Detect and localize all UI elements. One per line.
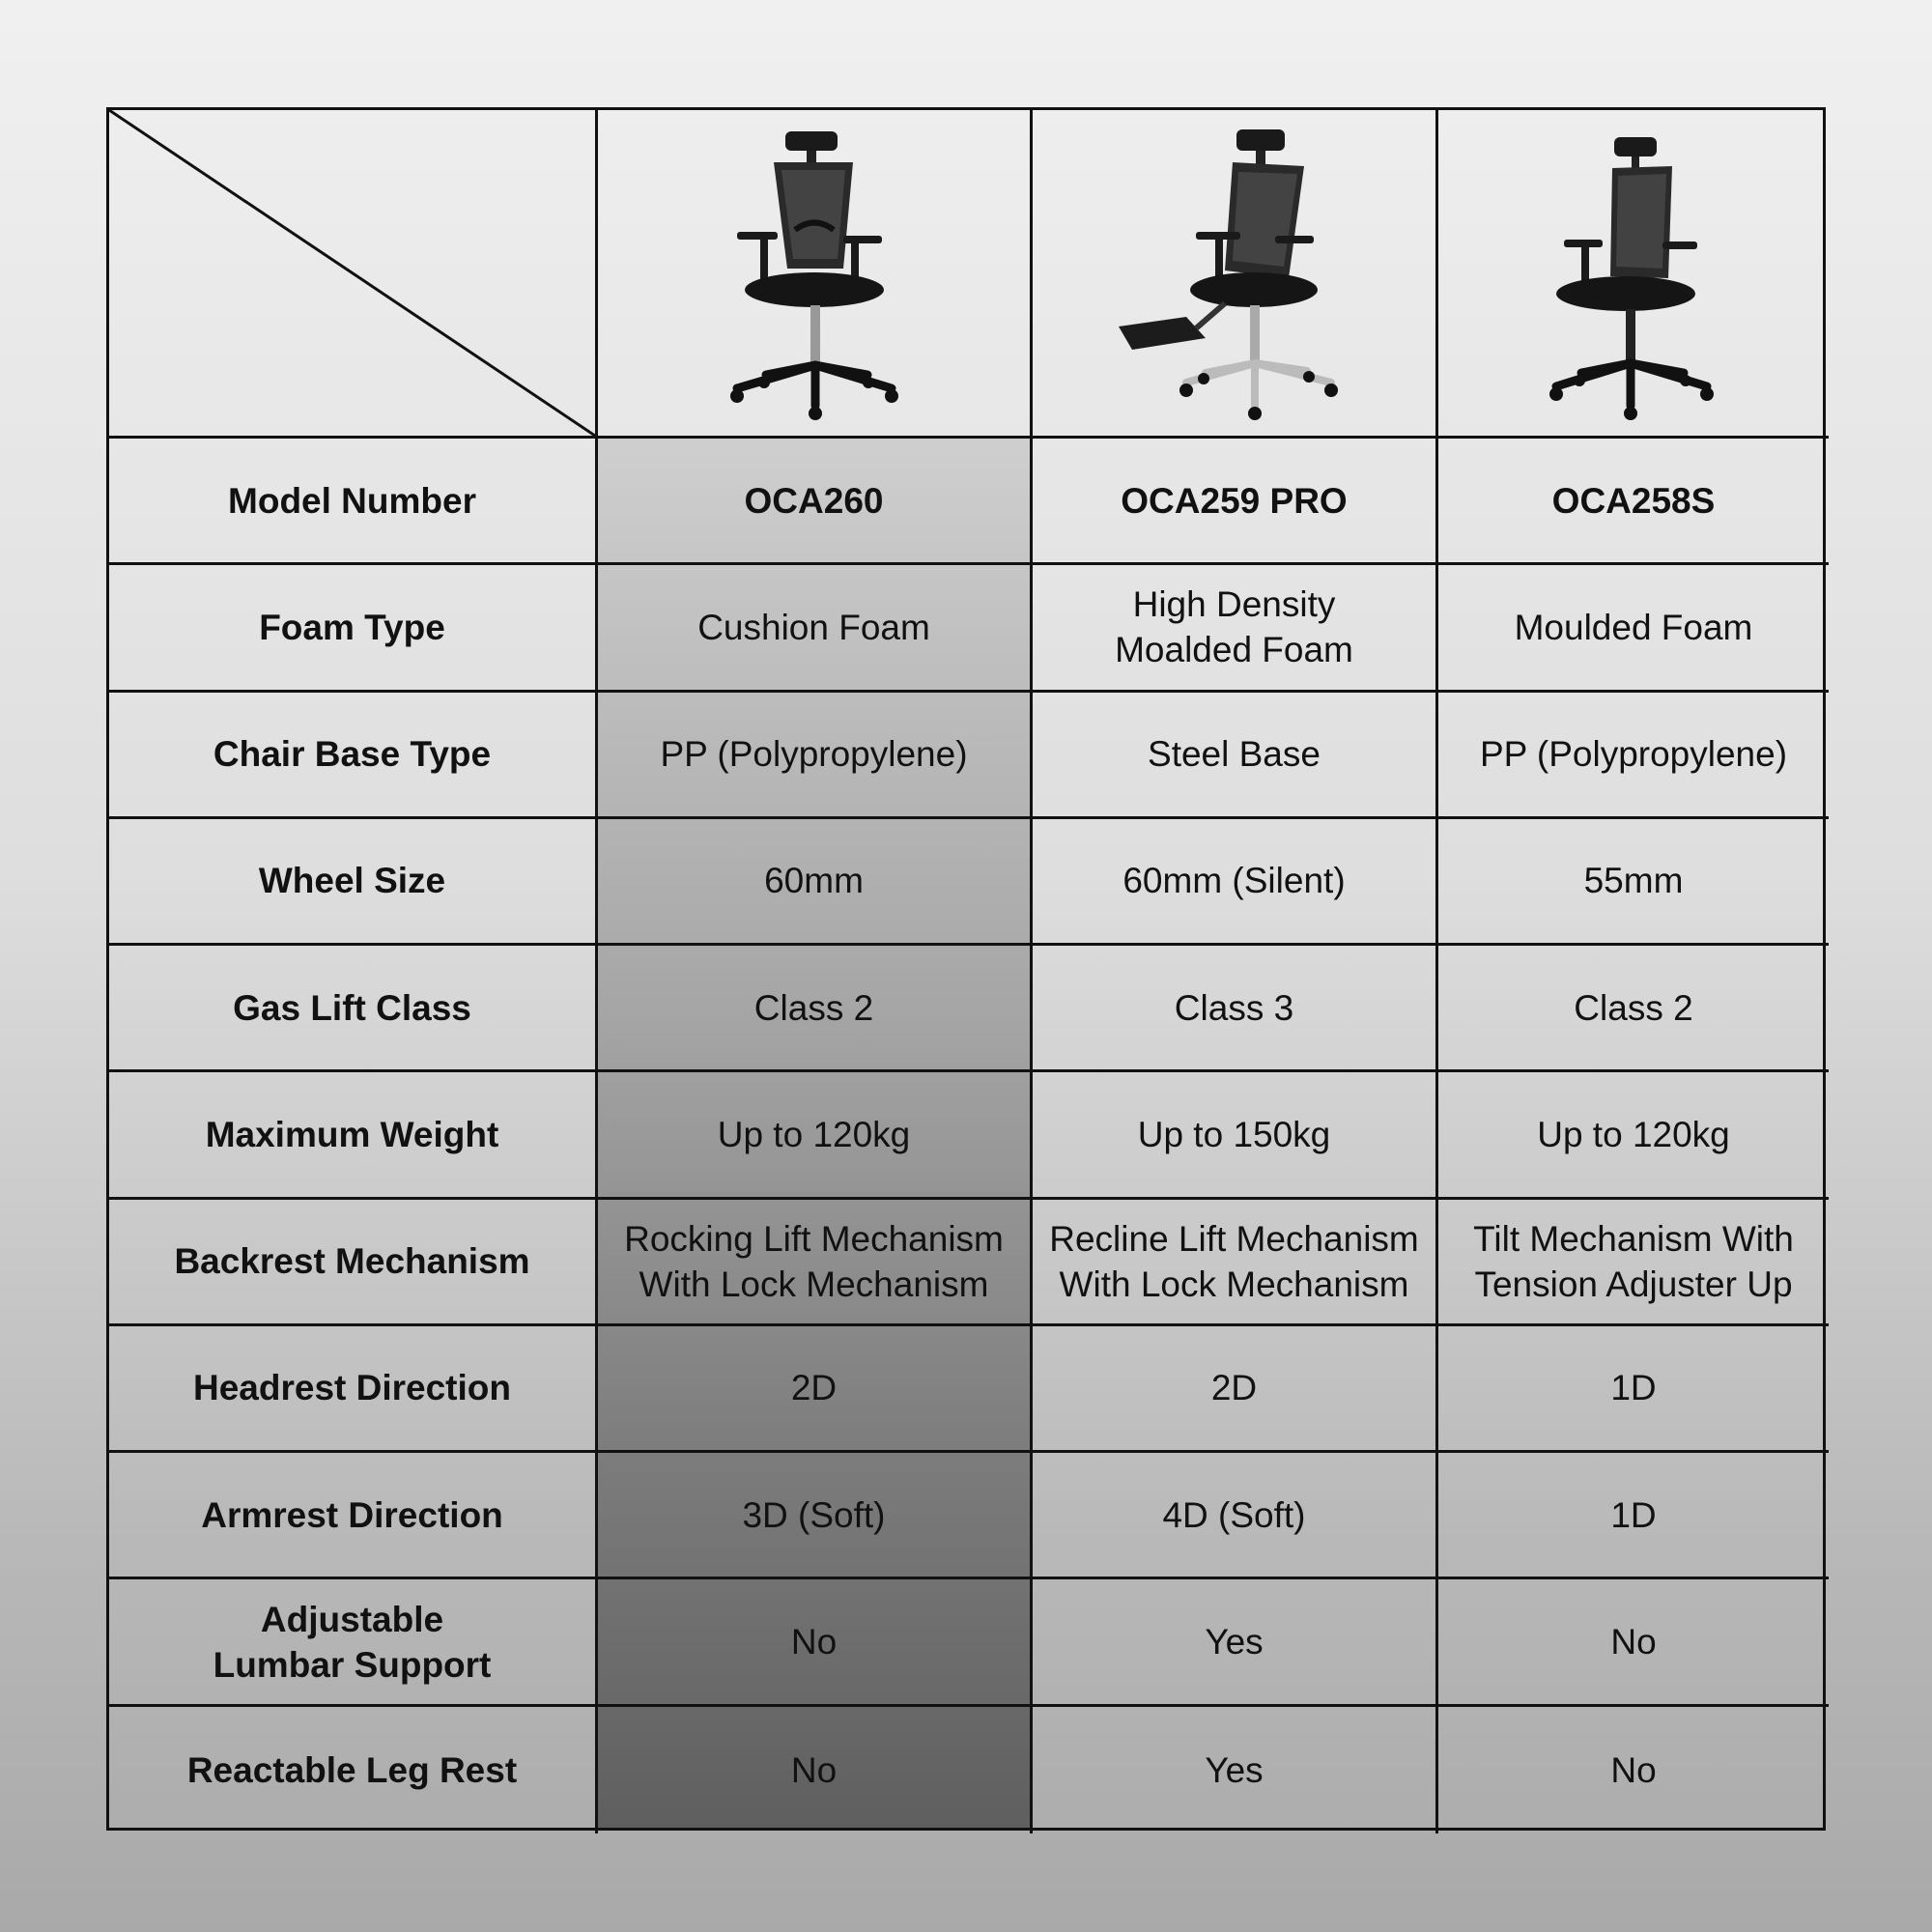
- value-cell-maximum-weight-oca260: [598, 1072, 1033, 1199]
- value-text: 60mm (Silent): [1122, 861, 1346, 901]
- value-cell-foam-type-oca260: [598, 565, 1033, 692]
- model-number-text: OCA259 PRO: [1121, 480, 1348, 521]
- value-cell-backrest-mechanism-oca260: [598, 1200, 1033, 1326]
- value-text: PP (Polypropylene): [660, 734, 968, 775]
- value-text: Steel Base: [1148, 734, 1321, 775]
- value-text: Rocking Lift Mechanism With Lock Mechanism: [624, 1218, 1004, 1304]
- value-cell-backrest-mechanism-oca259-pro: [1033, 1200, 1438, 1326]
- value-text: Class 2: [753, 987, 874, 1028]
- value-cell-model-number-oca259-pro: [1033, 439, 1438, 565]
- row-label-text: Reactable Leg Rest: [186, 1749, 518, 1790]
- value-cell-headrest-direction-oca260: [598, 1326, 1033, 1453]
- value-text: No: [1610, 1749, 1657, 1790]
- row-label-maximum-weight: [109, 1072, 598, 1199]
- row-label-gas-lift-class: [109, 946, 598, 1072]
- value-text: Up to 150kg: [1137, 1114, 1331, 1154]
- value-text: Cushion Foam: [697, 607, 930, 647]
- value-text: PP (Polypropylene): [1479, 734, 1788, 775]
- row-label-wheel-size: [109, 819, 598, 946]
- value-cell-maximum-weight-oca258s: [1438, 1072, 1829, 1199]
- value-cell-wheel-size-oca258s: [1438, 819, 1829, 946]
- diagonal-divider: [109, 110, 595, 436]
- value-text: Moulded Foam: [1514, 607, 1753, 647]
- value-text: 60mm: [764, 861, 864, 901]
- office-chair-icon: [698, 124, 930, 423]
- row-label-chair-base-type: [109, 693, 598, 819]
- value-text: 1D: [1610, 1494, 1657, 1535]
- row-label-text: Wheel Size: [258, 861, 446, 901]
- row-label-adjustable-lumbar-support: [109, 1579, 598, 1706]
- row-label-text: Gas Lift Class: [233, 987, 471, 1028]
- row-label-reactable-leg-rest: [109, 1707, 598, 1833]
- row-label-text: Maximum Weight: [205, 1114, 499, 1154]
- value-text: Recline Lift Mechanism With Lock Mechanism: [1049, 1218, 1419, 1304]
- value-text: Class 2: [1574, 987, 1693, 1028]
- chair-image-oca258s: [1438, 110, 1829, 439]
- value-text: 1D: [1610, 1368, 1657, 1408]
- row-label-text: Headrest Direction: [193, 1368, 511, 1408]
- value-cell-armrest-direction-oca259-pro: [1033, 1453, 1438, 1579]
- value-text: 55mm: [1583, 861, 1684, 901]
- row-label-text: Armrest Direction: [201, 1494, 503, 1535]
- value-cell-reactable-leg-rest-oca259-pro: [1033, 1707, 1438, 1833]
- row-label-backrest-mechanism: [109, 1200, 598, 1326]
- value-text: 4D (Soft): [1162, 1494, 1306, 1535]
- office-chair-icon: [1109, 124, 1360, 423]
- row-label-text: Foam Type: [259, 607, 445, 647]
- value-text: 2D: [790, 1368, 838, 1408]
- value-cell-adjustable-lumbar-support-oca260: [598, 1579, 1033, 1706]
- value-cell-foam-type-oca259-pro: [1033, 565, 1438, 692]
- value-text: Up to 120kg: [717, 1114, 911, 1154]
- value-cell-adjustable-lumbar-support-oca259-pro: [1033, 1579, 1438, 1706]
- row-label-foam-type: [109, 565, 598, 692]
- row-label-model-number: [109, 439, 598, 565]
- corner-cell: [109, 110, 598, 439]
- model-number-text: OCA258S: [1551, 480, 1716, 521]
- value-cell-chair-base-type-oca260: [598, 693, 1033, 819]
- value-cell-gas-lift-class-oca260: [598, 946, 1033, 1072]
- value-cell-chair-base-type-oca259-pro: [1033, 693, 1438, 819]
- value-cell-reactable-leg-rest-oca258s: [1438, 1707, 1829, 1833]
- value-text: Yes: [1205, 1622, 1264, 1662]
- value-cell-wheel-size-oca260: [598, 819, 1033, 946]
- value-cell-gas-lift-class-oca258s: [1438, 946, 1829, 1072]
- value-cell-armrest-direction-oca258s: [1438, 1453, 1829, 1579]
- chair-image-oca259pro: [1033, 110, 1438, 439]
- value-cell-reactable-leg-rest-oca260: [598, 1707, 1033, 1833]
- value-cell-gas-lift-class-oca259-pro: [1033, 946, 1438, 1072]
- value-cell-armrest-direction-oca260: [598, 1453, 1033, 1579]
- row-label-text: Backrest Mechanism: [174, 1241, 530, 1282]
- value-text: Yes: [1205, 1749, 1264, 1790]
- value-text: Tilt Mechanism With Tension Adjuster Up: [1473, 1218, 1794, 1304]
- value-text: Up to 120kg: [1537, 1114, 1730, 1154]
- value-cell-backrest-mechanism-oca258s: [1438, 1200, 1829, 1326]
- value-cell-maximum-weight-oca259-pro: [1033, 1072, 1438, 1199]
- value-cell-model-number-oca258s: [1438, 439, 1829, 565]
- value-text: No: [790, 1622, 838, 1662]
- row-label-headrest-direction: [109, 1326, 598, 1453]
- value-text: High Density Moalded Foam: [1115, 584, 1353, 670]
- model-number-text: OCA260: [744, 480, 884, 521]
- row-label-text: Adjustable Lumbar Support: [213, 1599, 492, 1685]
- value-cell-model-number-oca260: [598, 439, 1033, 565]
- value-cell-adjustable-lumbar-support-oca258s: [1438, 1579, 1829, 1706]
- value-cell-chair-base-type-oca258s: [1438, 693, 1829, 819]
- value-text: No: [1610, 1622, 1657, 1662]
- value-cell-headrest-direction-oca259-pro: [1033, 1326, 1438, 1453]
- chair-image-oca260: [598, 110, 1033, 439]
- value-text: Class 3: [1174, 987, 1294, 1028]
- value-text: 3D (Soft): [742, 1494, 886, 1535]
- row-label-armrest-direction: [109, 1453, 598, 1579]
- row-label-text: Chair Base Type: [213, 734, 492, 775]
- value-text: No: [790, 1749, 838, 1790]
- comparison-table: [106, 107, 1826, 1831]
- row-label-text: Model Number: [228, 480, 476, 521]
- value-text: 2D: [1210, 1368, 1258, 1408]
- office-chair-icon: [1518, 124, 1749, 423]
- value-cell-wheel-size-oca259-pro: [1033, 819, 1438, 946]
- value-cell-headrest-direction-oca258s: [1438, 1326, 1829, 1453]
- value-cell-foam-type-oca258s: [1438, 565, 1829, 692]
